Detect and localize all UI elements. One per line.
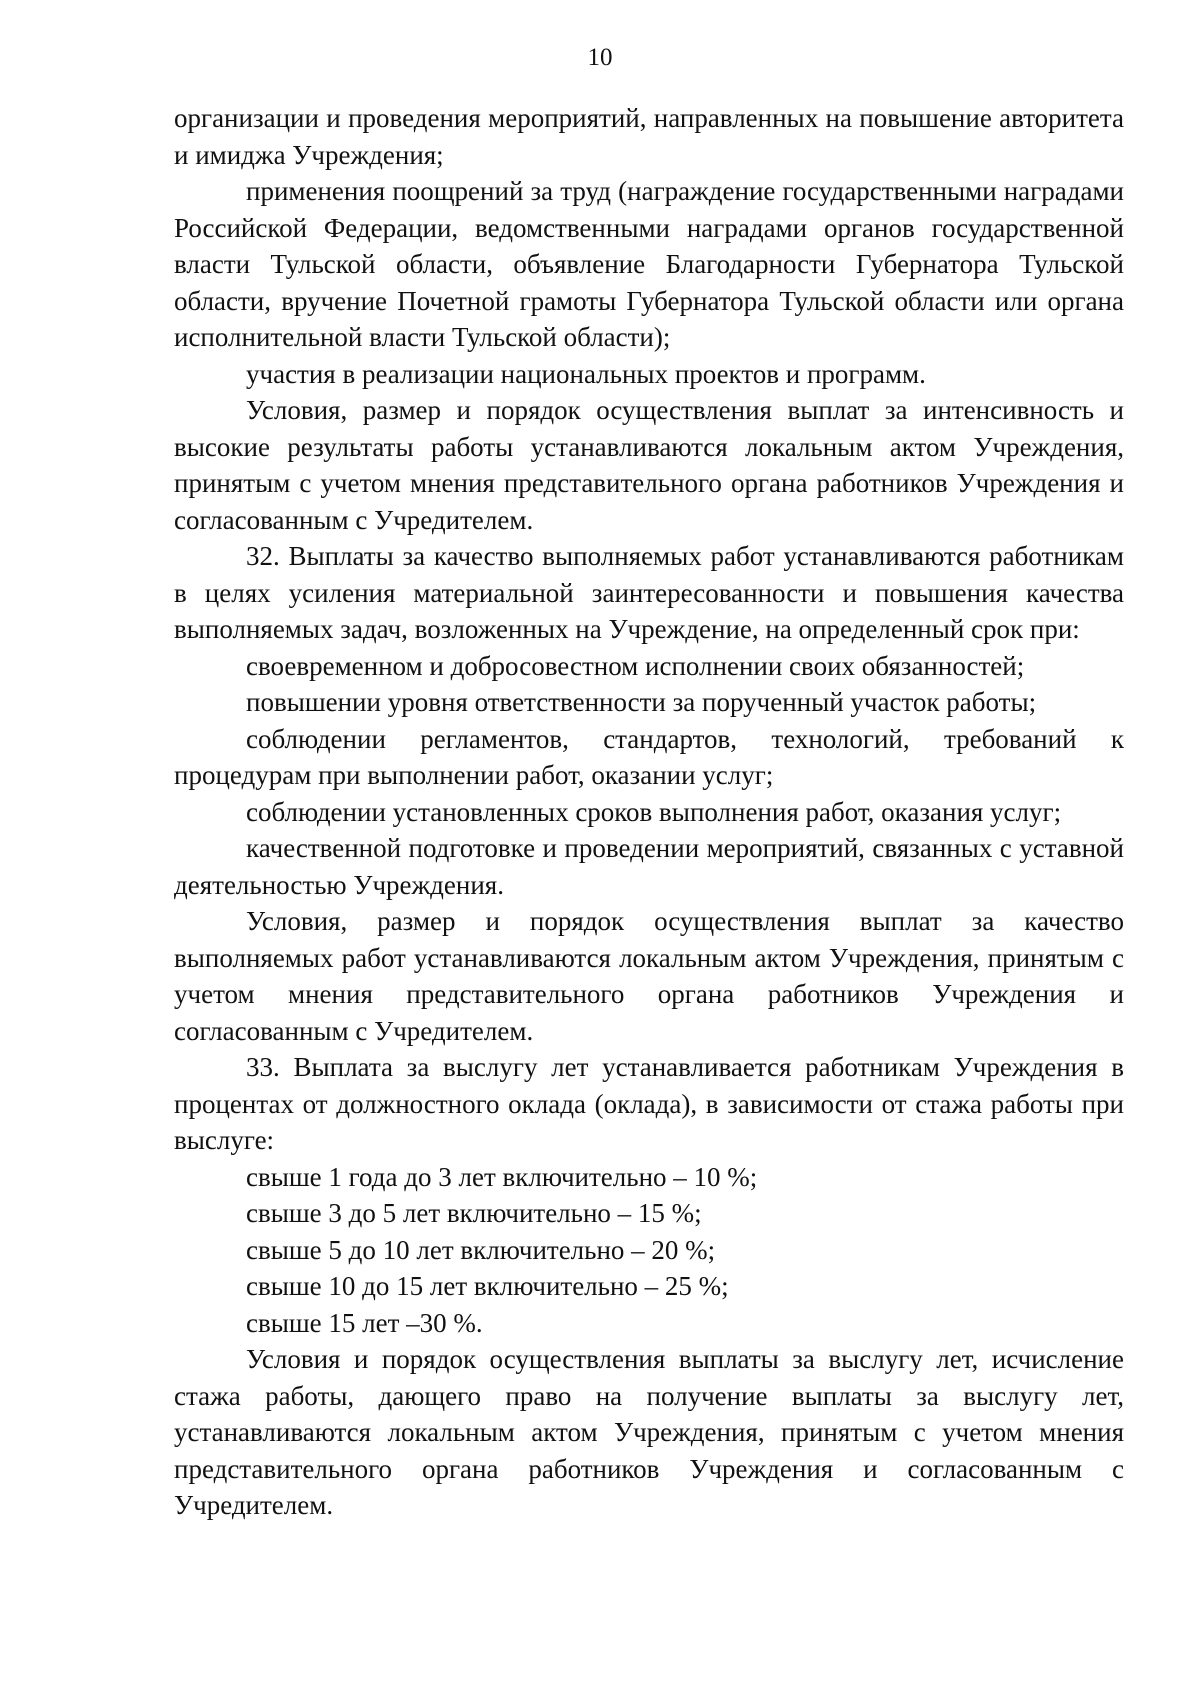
- paragraph-quality-conditions: Условия, размер и порядок осуществления выплат за качество выполняемых работ устанавливаются локальным актом Учреждения, принятым с учетом мнения представительного органа работников Учреждения и согласованным с Учредителем.: [174, 906, 1124, 1046]
- list-item-seniority-5: свыше 15 лет –30 %.: [246, 1307, 483, 1338]
- list-item-seniority-1: свыше 1 года до 3 лет включительно – 10 %;: [246, 1161, 758, 1192]
- paragraph-intensity-conditions: Условия, размер и порядок осуществления выплат за интенсивность и высокие результаты работы устанавливаются локальным актом Учреждения, принятым с учетом мнения представительного органа работников Учреждения и согласованным с Учредителем.: [174, 395, 1124, 535]
- paragraph-seniority-conditions: Условия и порядок осуществления выплаты за выслугу лет, исчисление стажа работы, дающего право на получение выплаты за выслугу лет, устанавливаются локальным актом Учреждения, принятым с учетом мнения представительного органа работников Учреждения и согласованным с Учредителем.: [174, 1344, 1124, 1520]
- clause-33: 33. Выплата за выслугу лет устанавливается работникам Учреждения в процентах от должностного оклада (оклада), в зависимости от стажа работы при выслуге:: [174, 1052, 1124, 1155]
- list-item-quality-4: соблюдении установленных сроков выполнения работ, оказания услуг;: [246, 796, 1062, 827]
- list-item-incentives: применения поощрений за труд (награждение государственными наградами Российской Федерации, ведомственными наградами органов государственной власти Тульской области, объявление Благодарности Губернатора Тульской области, вручение Почетной грамоты Губернатора Тульской области или органа исполнительной власти Тульской области);: [174, 176, 1124, 352]
- document-body: [174, 100, 1124, 1524]
- paragraph-continuation: организации и проведения мероприятий, направленных на повышение авторитета и имиджа Учреждения;: [174, 103, 1124, 170]
- list-item-seniority-4: свыше 10 до 15 лет включительно – 25 %;: [246, 1271, 729, 1301]
- list-item-quality-3: соблюдении регламентов, стандартов, технологий, требований к процедурам при выполнении работ, оказании услуг;: [174, 723, 1124, 790]
- list-item-quality-1: своевременном и добросовестном исполнении своих обязанностей;: [246, 650, 1025, 681]
- list-item-national-projects: участия в реализации национальных проектов и программ.: [246, 358, 926, 389]
- list-item-seniority-3: свыше 5 до 10 лет включительно – 20 %;: [246, 1234, 716, 1265]
- list-item-quality-5: качественной подготовке и проведении мероприятий, связанных с уставной деятельностью Учреждения.: [174, 833, 1124, 900]
- list-item-seniority-2: свыше 3 до 5 лет включительно – 15 %;: [246, 1198, 702, 1228]
- page-number: 10: [587, 44, 613, 71]
- list-item-quality-2: повышении уровня ответственности за порученный участок работы;: [246, 687, 1037, 717]
- clause-32: 32. Выплаты за качество выполняемых работ устанавливаются работникам в целях усиления материальной заинтересованности и повышения качества выполняемых задач, возложенных на Учреждение, на определенный срок при:: [174, 541, 1124, 644]
